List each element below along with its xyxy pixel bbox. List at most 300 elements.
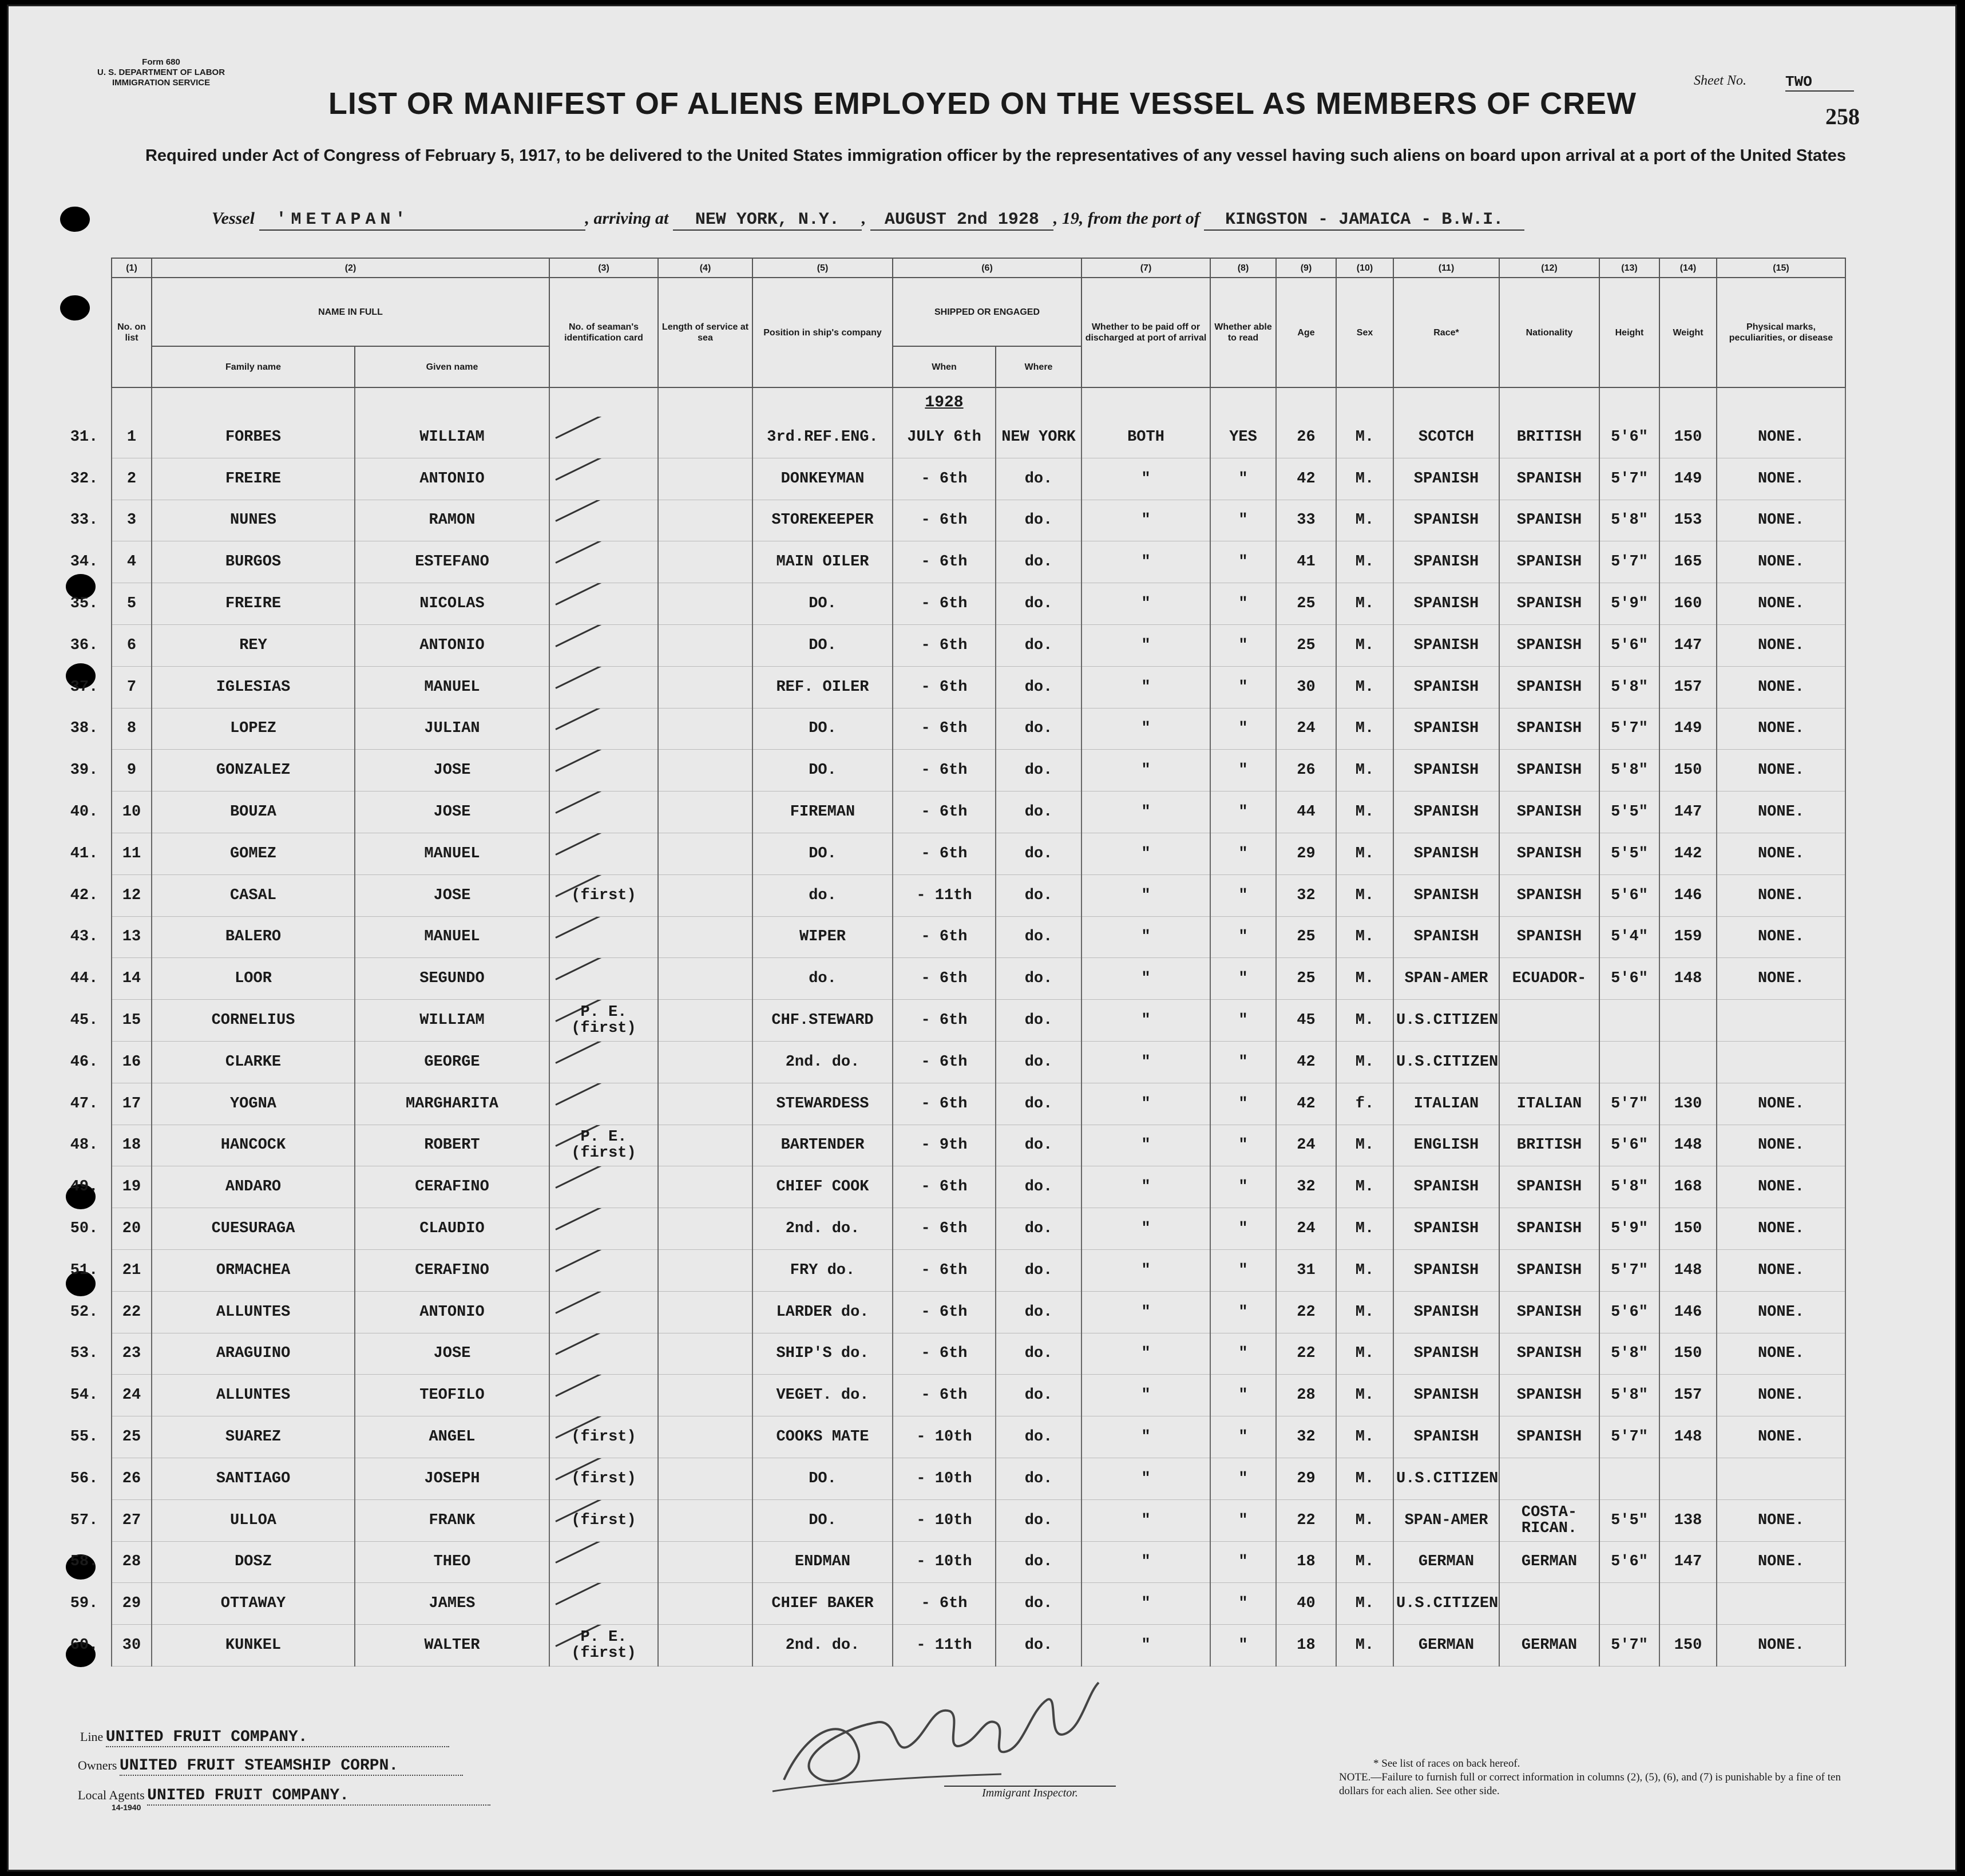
shipped-where: do. bbox=[996, 1625, 1081, 1667]
sex: M. bbox=[1336, 417, 1393, 458]
able-to-read: " bbox=[1210, 1375, 1276, 1416]
age: 42 bbox=[1276, 458, 1336, 500]
row-number: 26 bbox=[112, 1458, 152, 1499]
weight: 148 bbox=[1659, 958, 1717, 1000]
margin bbox=[1845, 1249, 1903, 1291]
family-name: ORMACHEA bbox=[152, 1249, 355, 1291]
margin bbox=[1845, 500, 1903, 541]
able-to-read: " bbox=[1210, 916, 1276, 958]
height: 5'8" bbox=[1599, 1166, 1659, 1208]
sex: M. bbox=[1336, 1000, 1393, 1042]
id-card-text: (first) bbox=[571, 1511, 636, 1529]
position: do. bbox=[752, 958, 893, 1000]
weight: 150 bbox=[1659, 417, 1717, 458]
able-to-read: " bbox=[1210, 1166, 1276, 1208]
row-sequence: 44. bbox=[70, 970, 98, 988]
sex: f. bbox=[1336, 1083, 1393, 1125]
row-sequence: 37. bbox=[70, 678, 98, 696]
length-of-service bbox=[658, 1499, 752, 1541]
weight: 157 bbox=[1659, 666, 1717, 708]
age: 32 bbox=[1276, 1416, 1336, 1458]
given-name: JOSE bbox=[355, 1333, 549, 1375]
family-name: GOMEZ bbox=[152, 833, 355, 874]
arriving-label: , arriving at bbox=[585, 209, 669, 228]
margin bbox=[1845, 916, 1903, 958]
physical-marks: NONE. bbox=[1717, 1499, 1845, 1541]
line-value: UNITED FRUIT COMPANY. bbox=[106, 1728, 449, 1747]
shipped-when: - 6th bbox=[893, 708, 996, 750]
height: 5'7" bbox=[1599, 458, 1659, 500]
id-card-number bbox=[549, 874, 658, 916]
family-name: KUNKEL bbox=[152, 1625, 355, 1667]
position: DO. bbox=[752, 1458, 893, 1499]
given-name: RAMON bbox=[355, 500, 549, 541]
able-to-read: " bbox=[1210, 1291, 1276, 1333]
table-row bbox=[57, 1416, 1903, 1458]
race: GERMAN bbox=[1393, 1541, 1499, 1583]
length-of-service bbox=[658, 708, 752, 750]
nationality: ECUADOR- bbox=[1499, 958, 1599, 1000]
shipped-where: do. bbox=[996, 1583, 1081, 1625]
row-number: 9 bbox=[112, 750, 152, 791]
row-sequence: 51. bbox=[70, 1261, 98, 1279]
card-check-mark bbox=[555, 1166, 646, 1189]
id-card-number bbox=[549, 1083, 658, 1125]
row-number: 3 bbox=[112, 500, 152, 541]
given-name: SEGUNDO bbox=[355, 958, 549, 1000]
age: 24 bbox=[1276, 1208, 1336, 1250]
shipped-when: JULY 6th bbox=[893, 417, 996, 458]
shipped-when: - 6th bbox=[893, 1041, 996, 1083]
sex: M. bbox=[1336, 750, 1393, 791]
paid-off: " bbox=[1081, 1458, 1210, 1499]
age: 26 bbox=[1276, 417, 1336, 458]
table-row bbox=[57, 1499, 1903, 1541]
weight: 148 bbox=[1659, 1416, 1717, 1458]
margin bbox=[1845, 1083, 1903, 1125]
length-of-service bbox=[658, 1125, 752, 1166]
shipped-where: do. bbox=[996, 1458, 1081, 1499]
form-number: Form 680 bbox=[142, 57, 180, 67]
length-of-service bbox=[658, 1166, 752, 1208]
nationality: SPANISH bbox=[1499, 750, 1599, 791]
able-to-read: " bbox=[1210, 1416, 1276, 1458]
card-check-mark bbox=[555, 1541, 646, 1564]
position: 3rd.REF.ENG. bbox=[752, 417, 893, 458]
table-row bbox=[57, 708, 1903, 750]
height: 5'5" bbox=[1599, 791, 1659, 833]
family-name: ALLUNTES bbox=[152, 1375, 355, 1416]
nationality: SPANISH bbox=[1499, 624, 1599, 666]
column-number: (9) bbox=[1276, 258, 1336, 278]
paid-off: " bbox=[1081, 791, 1210, 833]
length-of-service bbox=[658, 1375, 752, 1416]
row-sequence: 60. bbox=[70, 1637, 98, 1654]
paid-off: " bbox=[1081, 624, 1210, 666]
weight: 150 bbox=[1659, 1208, 1717, 1250]
given-name: CERAFINO bbox=[355, 1249, 549, 1291]
given-name: NICOLAS bbox=[355, 583, 549, 625]
nationality bbox=[1499, 1041, 1599, 1083]
height: 5'7" bbox=[1599, 1083, 1659, 1125]
form-code: 14-1940 bbox=[112, 1803, 141, 1812]
family-name: BOUZA bbox=[152, 791, 355, 833]
age: 22 bbox=[1276, 1499, 1336, 1541]
row-sequence: 34. bbox=[70, 553, 98, 571]
height: 5'6" bbox=[1599, 417, 1659, 458]
nationality: GERMAN bbox=[1499, 1625, 1599, 1667]
race: GERMAN bbox=[1393, 1625, 1499, 1667]
shipped-when: - 6th bbox=[893, 1333, 996, 1375]
given-name: ESTEFANO bbox=[355, 541, 549, 583]
paid-off: BOTH bbox=[1081, 417, 1210, 458]
shipped-when: - 6th bbox=[893, 958, 996, 1000]
age: 25 bbox=[1276, 958, 1336, 1000]
column-number: (5) bbox=[752, 258, 893, 278]
position: CHF.STEWARD bbox=[752, 1000, 893, 1042]
race: SPANISH bbox=[1393, 833, 1499, 874]
family-name: FORBES bbox=[152, 417, 355, 458]
weight: 130 bbox=[1659, 1083, 1717, 1125]
margin bbox=[1845, 1625, 1903, 1667]
sheet-number-value: TWO bbox=[1785, 73, 1854, 92]
height: 5'6" bbox=[1599, 1291, 1659, 1333]
physical-marks: NONE. bbox=[1717, 1208, 1845, 1250]
row-number: 4 bbox=[112, 541, 152, 583]
paid-off: " bbox=[1081, 833, 1210, 874]
position: DO. bbox=[752, 750, 893, 791]
able-to-read: " bbox=[1210, 666, 1276, 708]
age: 24 bbox=[1276, 1125, 1336, 1166]
header-given-name: Given name bbox=[355, 346, 549, 387]
header-paid-off: Whether to be paid off or discharged at port of arrival bbox=[1081, 278, 1210, 387]
table-row bbox=[57, 1041, 1903, 1083]
height: 5'6" bbox=[1599, 1541, 1659, 1583]
shipped-when: - 6th bbox=[893, 500, 996, 541]
sex: M. bbox=[1336, 1041, 1393, 1083]
id-card-number bbox=[549, 833, 658, 874]
shipped-where: do. bbox=[996, 1000, 1081, 1042]
shipped-where: do. bbox=[996, 1291, 1081, 1333]
row-sequence: 40. bbox=[70, 804, 98, 821]
column-number: (6) bbox=[893, 258, 1081, 278]
race: U.S.CITIZEN bbox=[1393, 1458, 1499, 1499]
height: 5'7" bbox=[1599, 1249, 1659, 1291]
age: 25 bbox=[1276, 916, 1336, 958]
race: SPANISH bbox=[1393, 916, 1499, 958]
row-number: 29 bbox=[112, 1583, 152, 1625]
shipped-where: do. bbox=[996, 874, 1081, 916]
age: 22 bbox=[1276, 1333, 1336, 1375]
shipped-when: - 10th bbox=[893, 1541, 996, 1583]
id-card-number bbox=[549, 1458, 658, 1499]
nationality: COSTA- RICAN. bbox=[1499, 1499, 1599, 1541]
age: 42 bbox=[1276, 1041, 1336, 1083]
physical-marks: NONE. bbox=[1717, 1333, 1845, 1375]
able-to-read: " bbox=[1210, 1458, 1276, 1499]
family-name: DOSZ bbox=[152, 1541, 355, 1583]
shipped-when: - 6th bbox=[893, 1083, 996, 1125]
margin bbox=[1845, 1583, 1903, 1625]
shipped-where: do. bbox=[996, 624, 1081, 666]
paid-off: " bbox=[1081, 874, 1210, 916]
family-name: BURGOS bbox=[152, 541, 355, 583]
race: SPANISH bbox=[1393, 458, 1499, 500]
physical-marks: NONE. bbox=[1717, 1416, 1845, 1458]
length-of-service bbox=[658, 1625, 752, 1667]
weight bbox=[1659, 1583, 1717, 1625]
sex: M. bbox=[1336, 958, 1393, 1000]
race: U.S.CITIZEN bbox=[1393, 1041, 1499, 1083]
sex: M. bbox=[1336, 791, 1393, 833]
shipped-when: - 10th bbox=[893, 1499, 996, 1541]
weight: 160 bbox=[1659, 583, 1717, 625]
position: CHIEF COOK bbox=[752, 1166, 893, 1208]
card-check-mark bbox=[555, 624, 646, 647]
nationality: SPANISH bbox=[1499, 874, 1599, 916]
row-number: 13 bbox=[112, 916, 152, 958]
physical-marks bbox=[1717, 1583, 1845, 1625]
paid-off: " bbox=[1081, 1041, 1210, 1083]
row-sequence: 59. bbox=[70, 1595, 98, 1613]
height: 5'7" bbox=[1599, 541, 1659, 583]
family-name: OTTAWAY bbox=[152, 1583, 355, 1625]
weight: 150 bbox=[1659, 1333, 1717, 1375]
column-number: (1) bbox=[112, 258, 152, 278]
id-card-number bbox=[549, 1166, 658, 1208]
row-number: 23 bbox=[112, 1333, 152, 1375]
paid-off: " bbox=[1081, 1083, 1210, 1125]
header-height: Height bbox=[1599, 278, 1659, 387]
margin bbox=[1845, 666, 1903, 708]
card-check-mark bbox=[555, 833, 646, 855]
weight: 153 bbox=[1659, 500, 1717, 541]
position: WIPER bbox=[752, 916, 893, 958]
header-physical-marks: Physical marks, peculiarities, or disease bbox=[1717, 278, 1845, 387]
table-row bbox=[57, 417, 1903, 458]
shipped-when: - 6th bbox=[893, 1291, 996, 1333]
physical-marks: NONE. bbox=[1717, 791, 1845, 833]
race: SPAN-AMER bbox=[1393, 1499, 1499, 1541]
weight: 149 bbox=[1659, 708, 1717, 750]
table-row bbox=[57, 1083, 1903, 1125]
length-of-service bbox=[658, 1291, 752, 1333]
row-sequence: 56. bbox=[70, 1470, 98, 1487]
margin bbox=[1845, 1499, 1903, 1541]
vessel-name: 'METAPAN' bbox=[259, 210, 585, 231]
departure-port: KINGSTON - JAMAICA - B.W.I. bbox=[1204, 210, 1524, 231]
shipped-where: do. bbox=[996, 1416, 1081, 1458]
shipped-where: do. bbox=[996, 1041, 1081, 1083]
height: 5'8" bbox=[1599, 666, 1659, 708]
header-length-of-service: Length of service at sea bbox=[658, 278, 752, 387]
nationality: SPANISH bbox=[1499, 458, 1599, 500]
length-of-service bbox=[658, 1000, 752, 1042]
position: CHIEF BAKER bbox=[752, 1583, 893, 1625]
race: SPAN-AMER bbox=[1393, 958, 1499, 1000]
row-sequence: 54. bbox=[70, 1387, 98, 1404]
given-name: WILLIAM bbox=[355, 1000, 549, 1042]
column-number: (15) bbox=[1717, 258, 1845, 278]
paid-off: " bbox=[1081, 708, 1210, 750]
physical-marks: NONE. bbox=[1717, 708, 1845, 750]
shipped-where: NEW YORK bbox=[996, 417, 1081, 458]
able-to-read: " bbox=[1210, 458, 1276, 500]
id-card-number bbox=[549, 1291, 658, 1333]
row-number: 2 bbox=[112, 458, 152, 500]
id-card-number bbox=[549, 1041, 658, 1083]
sex: M. bbox=[1336, 458, 1393, 500]
row-number: 24 bbox=[112, 1375, 152, 1416]
page-subtitle: Required under Act of Congress of February 5, 1917, to be delivered to the United States immigration officer by the representatives of any vessel having such aliens on board upon arrival at a port of the United States bbox=[145, 147, 1847, 165]
shipped-where: do. bbox=[996, 583, 1081, 625]
margin bbox=[1845, 874, 1903, 916]
table-row bbox=[57, 1249, 1903, 1291]
nationality: BRITISH bbox=[1499, 1125, 1599, 1166]
header-when: When bbox=[893, 346, 996, 387]
table-row bbox=[57, 791, 1903, 833]
able-to-read: " bbox=[1210, 1499, 1276, 1541]
margin bbox=[1845, 791, 1903, 833]
id-card-number bbox=[549, 583, 658, 625]
row-sequence: 46. bbox=[70, 1053, 98, 1071]
row-sequence: 47. bbox=[70, 1095, 98, 1113]
physical-marks: NONE. bbox=[1717, 624, 1845, 666]
nationality: SPANISH bbox=[1499, 708, 1599, 750]
margin bbox=[1845, 624, 1903, 666]
paid-off: " bbox=[1081, 1625, 1210, 1667]
able-to-read: " bbox=[1210, 958, 1276, 1000]
height: 5'5" bbox=[1599, 833, 1659, 874]
header-race: Race* bbox=[1393, 278, 1499, 387]
height: 5'8" bbox=[1599, 500, 1659, 541]
race: ENGLISH bbox=[1393, 1125, 1499, 1166]
physical-marks: NONE. bbox=[1717, 958, 1845, 1000]
header-name-in-full: NAME IN FULL bbox=[152, 278, 549, 346]
family-name: FREIRE bbox=[152, 583, 355, 625]
given-name: JOSE bbox=[355, 791, 549, 833]
physical-marks bbox=[1717, 1458, 1845, 1499]
able-to-read: " bbox=[1210, 708, 1276, 750]
column-number: (11) bbox=[1393, 258, 1499, 278]
vessel-line: Vessel 'METAPAN' , arriving at NEW YORK, N.Y. , AUGUST 2nd 1928 , 19, from the port of KINGSTON - JAMAICA - B.W.I. bbox=[212, 209, 1524, 231]
line-label: Line bbox=[80, 1729, 104, 1744]
family-name: BALERO bbox=[152, 916, 355, 958]
sheet-number-label: Sheet No. bbox=[1694, 73, 1746, 88]
weight: 142 bbox=[1659, 833, 1717, 874]
position: DO. bbox=[752, 833, 893, 874]
race: SPANISH bbox=[1393, 666, 1499, 708]
race: SCOTCH bbox=[1393, 417, 1499, 458]
row-sequence: 39. bbox=[70, 762, 98, 779]
table-row bbox=[57, 1333, 1903, 1375]
able-to-read: " bbox=[1210, 583, 1276, 625]
row-sequence: 57. bbox=[70, 1511, 98, 1529]
margin bbox=[1845, 1333, 1903, 1375]
race: SPANISH bbox=[1393, 791, 1499, 833]
header-weight: Weight bbox=[1659, 278, 1717, 387]
row-number: 21 bbox=[112, 1249, 152, 1291]
race: SPANISH bbox=[1393, 1249, 1499, 1291]
sex: M. bbox=[1336, 1291, 1393, 1333]
given-name: MANUEL bbox=[355, 833, 549, 874]
length-of-service bbox=[658, 624, 752, 666]
shipped-where: do. bbox=[996, 833, 1081, 874]
table-row bbox=[57, 874, 1903, 916]
race: SPANISH bbox=[1393, 541, 1499, 583]
given-name: ANTONIO bbox=[355, 1291, 549, 1333]
position: DO. bbox=[752, 708, 893, 750]
margin bbox=[1845, 1458, 1903, 1499]
shipped-where: do. bbox=[996, 500, 1081, 541]
margin bbox=[1845, 1125, 1903, 1166]
service-name: IMMIGRATION SERVICE bbox=[112, 78, 211, 88]
table-row bbox=[57, 1375, 1903, 1416]
row-number: 19 bbox=[112, 1166, 152, 1208]
given-name: MANUEL bbox=[355, 916, 549, 958]
position: 2nd. do. bbox=[752, 1041, 893, 1083]
height: 5'7" bbox=[1599, 1625, 1659, 1667]
race: SPANISH bbox=[1393, 874, 1499, 916]
given-name: GEORGE bbox=[355, 1041, 549, 1083]
header-position: Position in ship's company bbox=[752, 278, 893, 387]
able-to-read: " bbox=[1210, 1541, 1276, 1583]
length-of-service bbox=[658, 958, 752, 1000]
paid-off: " bbox=[1081, 1208, 1210, 1250]
paid-off: " bbox=[1081, 958, 1210, 1000]
family-name: CLARKE bbox=[152, 1041, 355, 1083]
shipped-when: - 6th bbox=[893, 791, 996, 833]
physical-marks: NONE. bbox=[1717, 458, 1845, 500]
family-name: IGLESIAS bbox=[152, 666, 355, 708]
able-to-read: " bbox=[1210, 500, 1276, 541]
id-card-number bbox=[549, 708, 658, 750]
table-row bbox=[57, 541, 1903, 583]
able-to-read: " bbox=[1210, 1041, 1276, 1083]
race: SPANISH bbox=[1393, 1208, 1499, 1250]
family-name: YOGNA bbox=[152, 1083, 355, 1125]
physical-marks: NONE. bbox=[1717, 1249, 1845, 1291]
able-to-read: " bbox=[1210, 1000, 1276, 1042]
shipped-where: do. bbox=[996, 1375, 1081, 1416]
physical-marks: NONE. bbox=[1717, 1291, 1845, 1333]
height bbox=[1599, 1000, 1659, 1042]
nationality bbox=[1499, 1458, 1599, 1499]
column-number: (4) bbox=[658, 258, 752, 278]
age: 24 bbox=[1276, 708, 1336, 750]
nationality: ITALIAN bbox=[1499, 1083, 1599, 1125]
row-number: 25 bbox=[112, 1416, 152, 1458]
length-of-service bbox=[658, 1249, 752, 1291]
row-number: 18 bbox=[112, 1125, 152, 1166]
table-row bbox=[57, 958, 1903, 1000]
height bbox=[1599, 1458, 1659, 1499]
family-name: NUNES bbox=[152, 500, 355, 541]
paid-off: " bbox=[1081, 1000, 1210, 1042]
paid-off: " bbox=[1081, 1249, 1210, 1291]
height: 5'9" bbox=[1599, 1208, 1659, 1250]
shipped-when: - 10th bbox=[893, 1458, 996, 1499]
shipped-when: - 6th bbox=[893, 833, 996, 874]
able-to-read: " bbox=[1210, 624, 1276, 666]
table-row bbox=[57, 750, 1903, 791]
table-row bbox=[57, 1583, 1903, 1625]
footer-line bbox=[80, 1728, 449, 1747]
sex: M. bbox=[1336, 1375, 1393, 1416]
given-name: JOSE bbox=[355, 750, 549, 791]
sex: M. bbox=[1336, 666, 1393, 708]
vessel-label: Vessel bbox=[212, 209, 255, 228]
